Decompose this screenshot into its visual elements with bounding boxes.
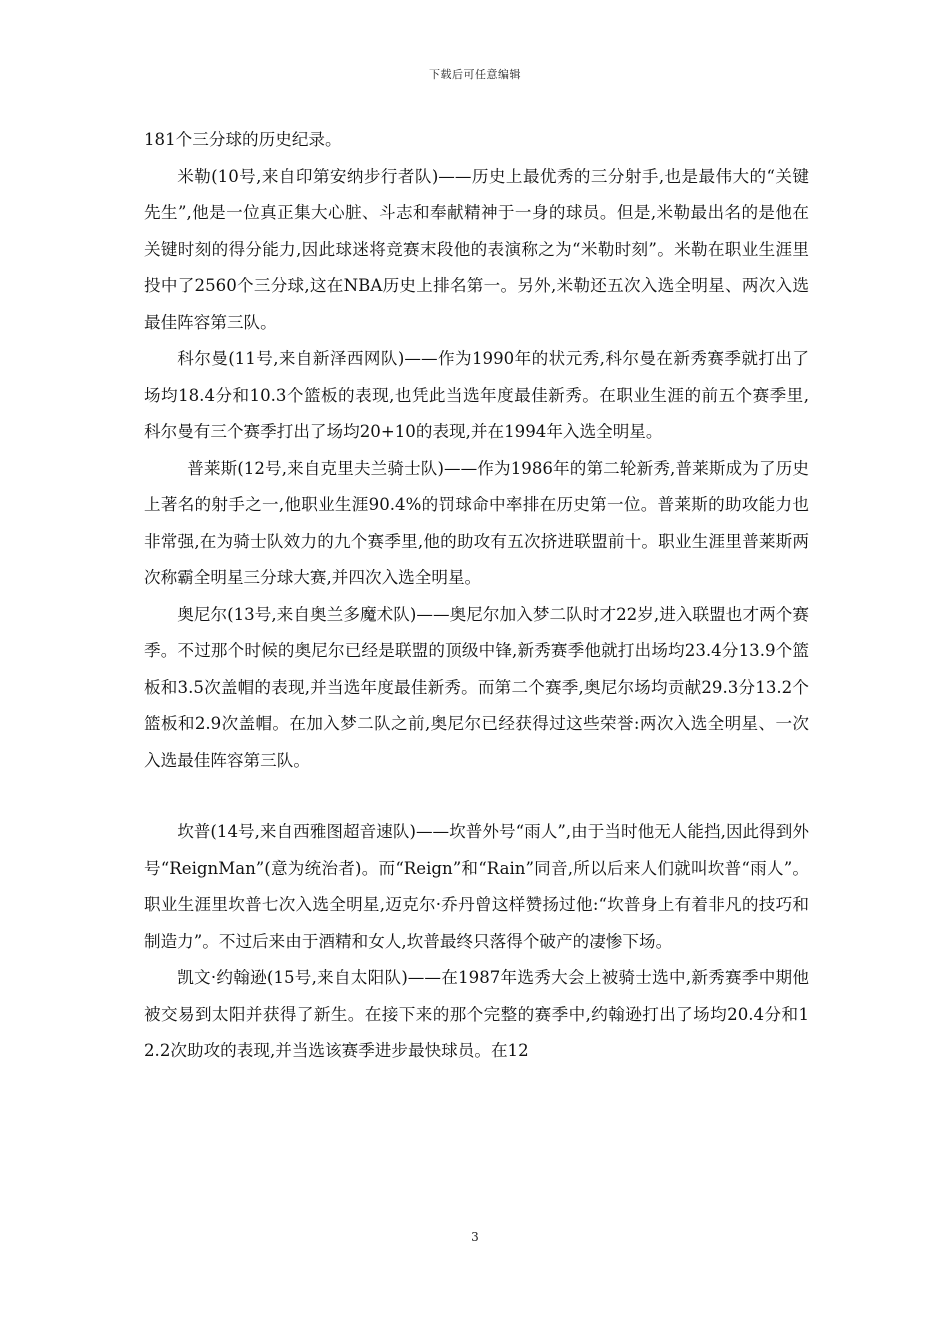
document-body xyxy=(144,122,809,1070)
page-header: 下载后可任意编辑 xyxy=(429,68,521,81)
paragraph-price: 普莱斯(12号,来自克里夫兰骑士队)——作为1986年的第二轮新秀,普莱斯成为了历史上著名的射手之一,他职业生涯90.4%的罚球命中率排在历史第一位。普莱斯的助攻能力也非常强,在为骑士队效力的九个赛季里,他的助攻有五次挤进联盟前十。职业生涯里普莱斯两次称霸全明星三分球大赛,并四次入选全明星。 xyxy=(144,458,809,587)
paragraph-kemp: 坎普(14号,来自西雅图超音速队)——坎普外号“雨人”,由于当时他无人能挡,因此得到外号“ReignMan”(意为统治者)。而“Reign”和“Rain”同音,所以后来人们就叫坎普“雨人”。职业生涯里坎普七次入选全明星,迈克尔·乔丹曾这样赞扬过他:“坎普身上有着非凡的技巧和制造力”。不过后来由于酒精和女人,坎普最终只落得个破产的凄惨下场。 xyxy=(144,822,809,951)
paragraph-oneal: 奥尼尔(13号,来自奥兰多魔术队)——奥尼尔加入梦二队时才22岁,进入联盟也才两个赛季。不过那个时候的奥尼尔已经是联盟的顶级中锋,新秀赛季他就打出场均23.4分13.9个篮板和3.5次盖帽的表现,并当选年度最佳新秀。而第二个赛季,奥尼尔场均贡献29.3分13.2个篮板和2.9次盖帽。在加入梦二队之前,奥尼尔已经获得过这些荣誉:两次入选全明星、一次入选最佳阵容第三队。 xyxy=(144,604,809,770)
page-number: 3 xyxy=(471,1230,479,1244)
paragraph-continuation: 181个三分球的历史纪录。 xyxy=(144,130,342,149)
paragraph-kevin-johnson: 凯文·约翰逊(15号,来自太阳队)——在1987年选秀大会上被骑士选中,新秀赛季中期他被交易到太阳并获得了新生。在接下来的那个完整的赛季中,约翰逊打出了场均20.4分和12.2次助攻的表现,并当选该赛季进步最快球员。在12 xyxy=(144,968,809,1060)
paragraph-miller: 米勒(10号,来自印第安纳步行者队)——历史上最优秀的三分射手,也是最伟大的“关键先生”,他是一位真正集大心脏、斗志和奉献精神于一身的球员。但是,米勒最出名的是他在关键时刻的得分能力,因此球迷将竞赛末段他的表演称之为“米勒时刻”。米勒在职业生涯里投中了2560个三分球,这在NBA历史上排名第一。另外,米勒还五次入选全明星、两次入选最佳阵容第三队。 xyxy=(144,166,809,332)
paragraph-coleman: 科尔曼(11号,来自新泽西网队)——作为1990年的状元秀,科尔曼在新秀赛季就打出了场均18.4分和10.3个篮板的表现,也凭此当选年度最佳新秀。在职业生涯的前五个赛季里,科尔曼有三个赛季打出了场均20+10的表现,并在1994年入选全明星。 xyxy=(144,349,809,441)
